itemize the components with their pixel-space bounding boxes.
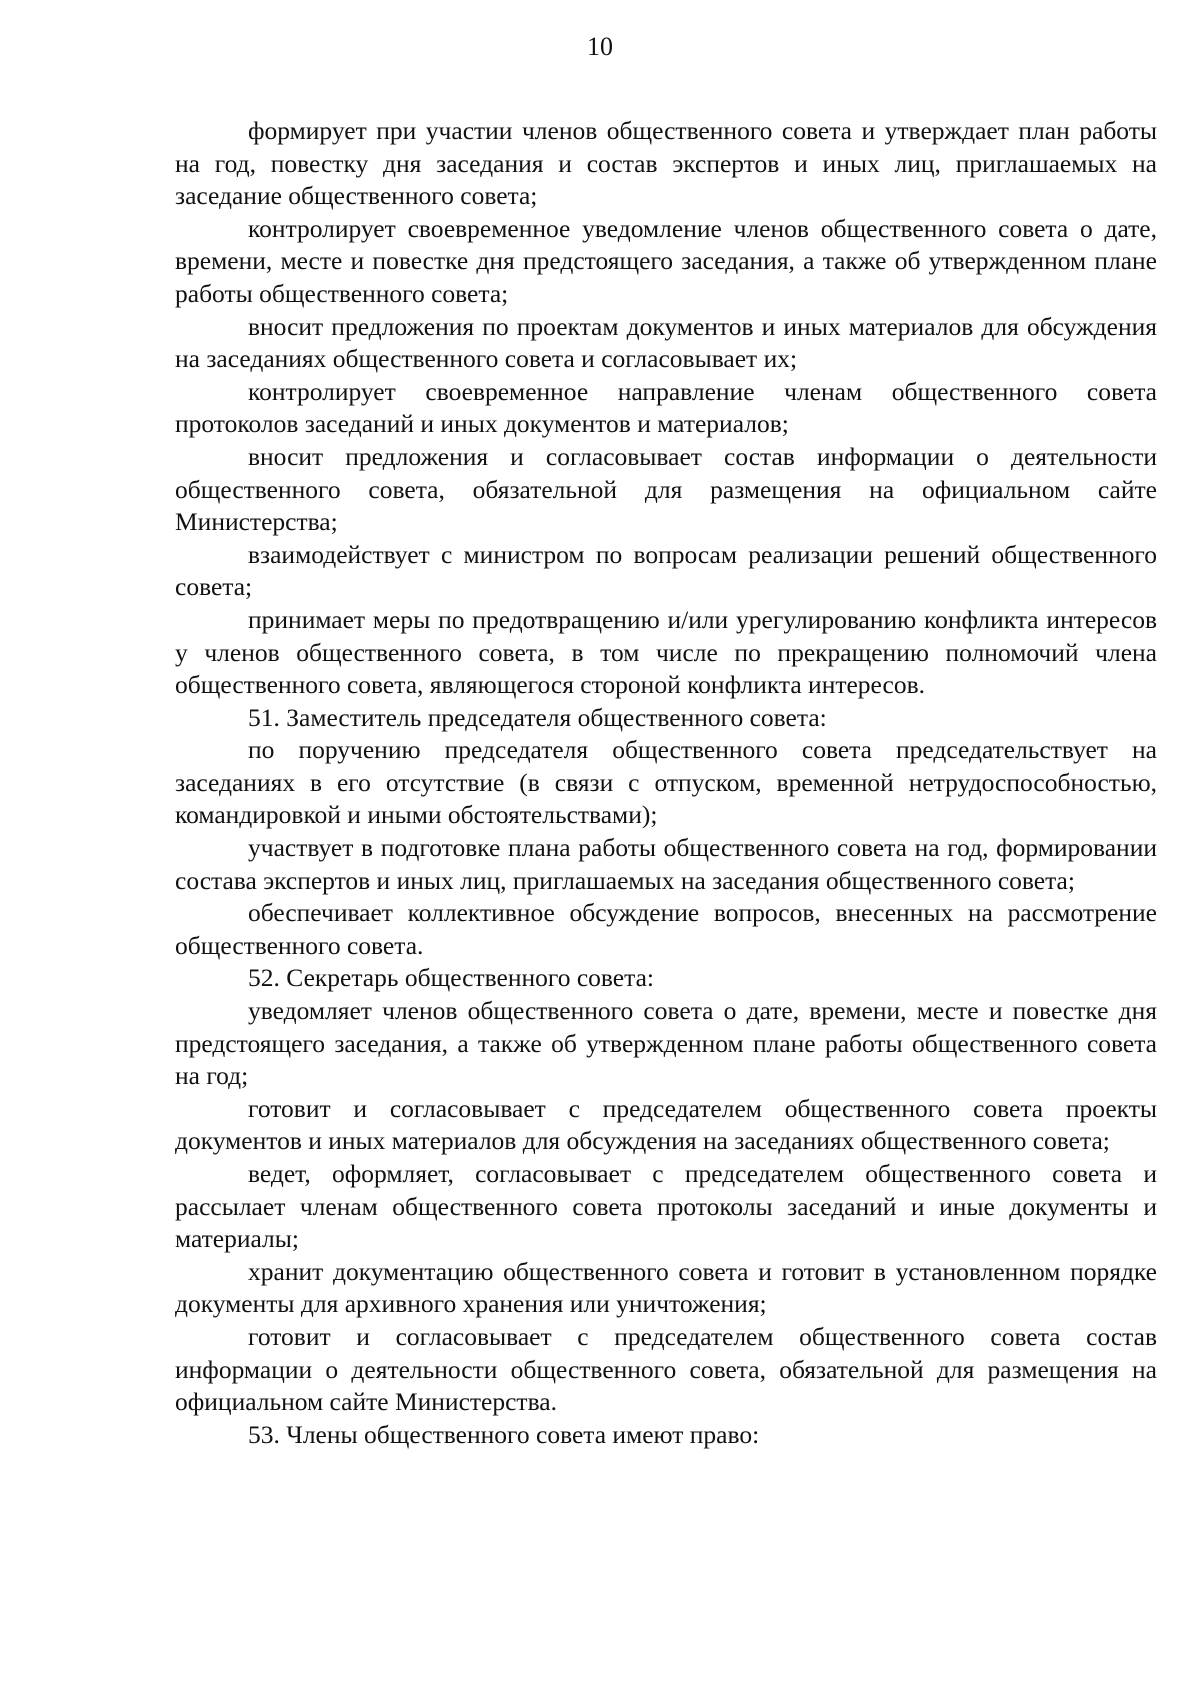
paragraph: уведомляет членов общественного совета о дате, времени, месте и повестке дня предстоящего заседания, а также об утвержденном плане работы общественного совета на год; xyxy=(175,996,1157,1091)
paragraph: хранит документацию общественного совета и готовит в установленном порядке документы для архивного хранения или уничтожения; xyxy=(175,1256,1157,1319)
paragraph: готовит и согласовывает с председателем общественного совета проекты документов и иных материалов для обсуждения на заседаниях общественного совета; xyxy=(175,1093,1157,1156)
paragraph: вносит предложения и согласовывает состав информации о деятельности общественного совета, обязательной для размещения на официальном сайте Министерства; xyxy=(175,441,1157,537)
paragraph: готовит и согласовывает с председателем общественного совета состав информации о деятельности общественного совета, обязательной для размещения на официальном сайте Министерства. xyxy=(175,1321,1157,1417)
paragraph: контролирует своевременное уведомление членов общественного совета о дате, времени, месте и повестке дня предстоящего заседания, а также об утвержденном плане работы общественного совета; xyxy=(175,213,1157,308)
paragraph: ведет, оформляет, согласовывает с председателем общественного совета и рассылает членам общественного совета протоколы заседаний и иные документы и материалы; xyxy=(175,1159,1157,1254)
paragraph: принимает меры по предотвращению и/или урегулированию конфликта интересов у членов общественного совета, в том числе по прекращению полномочий члена общественного совета, являющегося стороной конфликта интересов. xyxy=(175,604,1157,700)
paragraph: формирует при участии членов общественного совета и утверждает план работы на год, повестку дня заседания и состав экспертов и иных лиц, приглашаемых на заседание общественного совета; xyxy=(175,116,1157,211)
paragraph: взаимодействует с министром по вопросам реализации решений общественного совета; xyxy=(175,539,1157,602)
page-number: 10 xyxy=(587,32,613,61)
section-heading-53: 53. Члены общественного совета имеют право: xyxy=(248,1419,760,1449)
paragraph: контролирует своевременное направление членам общественного совета протоколов заседаний и иных документов и материалов; xyxy=(175,376,1157,439)
paragraph: участвует в подготовке плана работы общественного совета на год, формировании состава экспертов и иных лиц, приглашаемых на заседания общественного совета; xyxy=(175,833,1157,895)
paragraph: вносит предложения по проектам документов и иных материалов для обсуждения на заседаниях общественного совета и согласовывает их; xyxy=(175,311,1157,374)
document-body xyxy=(175,115,1157,1451)
paragraph: обеспечивает коллективное обсуждение вопросов, внесенных на рассмотрение общественного совета. xyxy=(175,898,1157,960)
section-heading-51: 51. Заместитель председателя общественного совета: xyxy=(248,702,827,732)
section-heading-52: 52. Секретарь общественного совета: xyxy=(248,963,654,993)
paragraph: по поручению председателя общественного совета председательствует на заседаниях в его отсутствие (в связи с отпуском, временной нетрудоспособностью, командировкой и иными обстоятельствами); xyxy=(175,735,1157,830)
